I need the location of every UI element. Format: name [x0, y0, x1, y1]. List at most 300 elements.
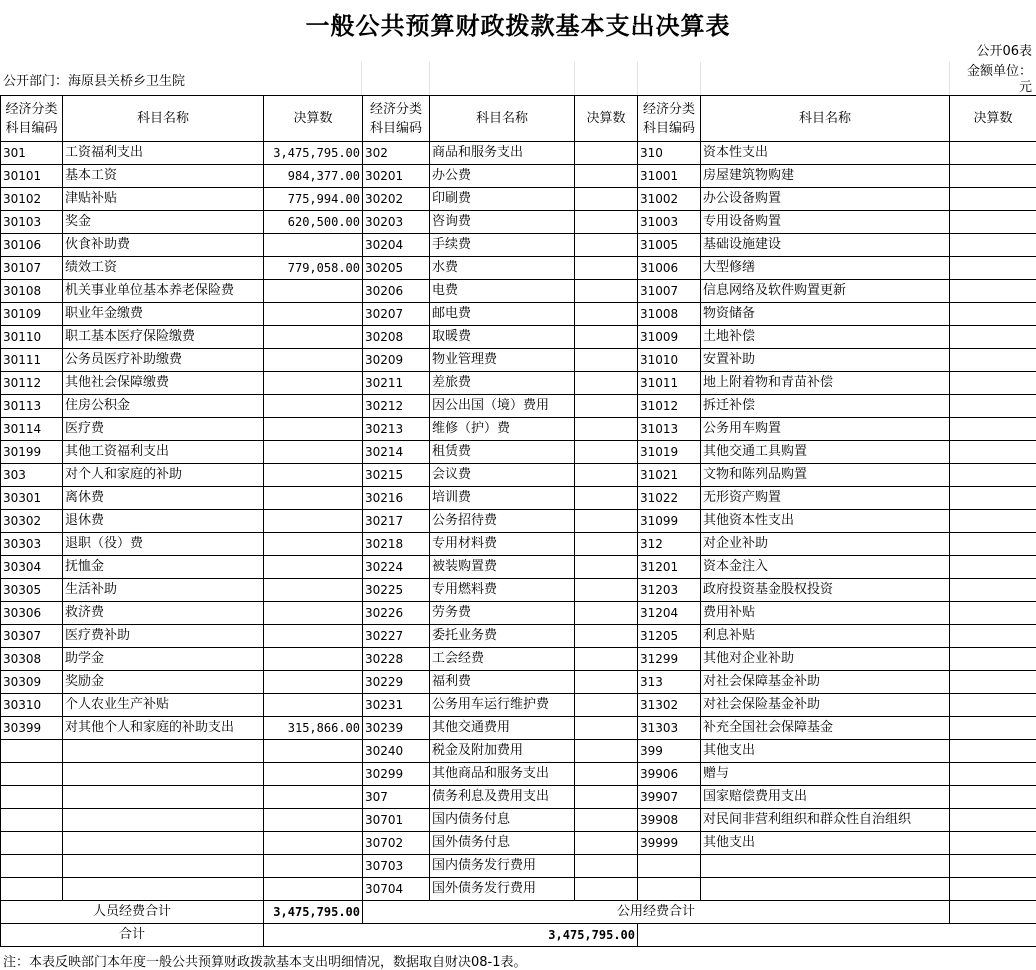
amount-unit	[967, 64, 1032, 96]
amount-cell	[950, 832, 1036, 855]
name-cell	[63, 786, 264, 809]
amount-cell	[575, 717, 638, 740]
code-cell: 30199	[1, 441, 63, 464]
amount-unit-value: 元	[1018, 80, 1032, 95]
name-cell: 对社会保险基金补助	[701, 694, 950, 717]
personnel-total-row	[1, 901, 1036, 924]
personnel-total-label: 人员经费合计	[1, 901, 264, 924]
code-cell: 30302	[1, 510, 63, 533]
name-cell: 国内债务付息	[430, 809, 575, 832]
amount-cell	[264, 441, 363, 464]
code-cell: 31021	[638, 464, 701, 487]
amount-cell	[575, 763, 638, 786]
code-cell: 31099	[638, 510, 701, 533]
code-cell: 31013	[638, 418, 701, 441]
amount-cell	[950, 671, 1036, 694]
name-cell: 无形资产购置	[701, 487, 950, 510]
code-cell	[1, 740, 63, 763]
amount-cell	[950, 441, 1036, 464]
amount-cell	[950, 165, 1036, 188]
name-cell: 安置补助	[701, 349, 950, 372]
code-cell: 30218	[363, 533, 430, 556]
gridline	[361, 62, 362, 95]
table-row	[1, 418, 1036, 441]
amount-cell	[264, 855, 363, 878]
code-cell: 30204	[363, 234, 430, 257]
amount-cell	[575, 142, 638, 165]
gridline	[574, 62, 575, 95]
amount-cell	[950, 602, 1036, 625]
table-row	[1, 303, 1036, 326]
name-cell: 公务用车运行维护费	[430, 694, 575, 717]
code-cell: 30225	[363, 579, 430, 602]
amount-cell	[264, 533, 363, 556]
name-cell: 津贴补贴	[63, 188, 264, 211]
amount-cell	[264, 487, 363, 510]
header-code: 经济分类科目编码	[638, 96, 701, 142]
table-row	[1, 188, 1036, 211]
code-cell: 30399	[1, 717, 63, 740]
name-cell: 信息网络及软件购置更新	[701, 280, 950, 303]
header-amount: 决算数	[264, 96, 363, 142]
name-cell: 商品和服务支出	[430, 142, 575, 165]
code-cell: 30228	[363, 648, 430, 671]
amount-cell	[950, 533, 1036, 556]
name-cell: 住房公积金	[63, 395, 264, 418]
name-cell: 职工基本医疗保险缴费	[63, 326, 264, 349]
name-cell: 退休费	[63, 510, 264, 533]
grand-total-row	[1, 924, 1036, 947]
name-cell: 对其他个人和家庭的补助支出	[63, 717, 264, 740]
amount-cell	[264, 280, 363, 303]
code-cell: 30304	[1, 556, 63, 579]
code-cell: 30103	[1, 211, 63, 234]
name-cell: 印刷费	[430, 188, 575, 211]
amount-cell	[950, 740, 1036, 763]
amount-cell	[575, 694, 638, 717]
header-name: 科目名称	[430, 96, 575, 142]
code-cell: 310	[638, 142, 701, 165]
name-cell: 绩效工资	[63, 257, 264, 280]
name-cell: 其他对企业补助	[701, 648, 950, 671]
name-cell: 因公出国（境）费用	[430, 395, 575, 418]
amount-unit-label: 金额单位：	[966, 64, 1032, 79]
amount-cell	[575, 602, 638, 625]
table-row	[1, 372, 1036, 395]
code-cell: 30107	[1, 257, 63, 280]
code-cell: 30208	[363, 326, 430, 349]
name-cell: 补充全国社会保障基金	[701, 717, 950, 740]
code-cell: 30111	[1, 349, 63, 372]
header-amount: 决算数	[950, 96, 1036, 142]
code-cell	[638, 855, 701, 878]
code-cell	[1, 763, 63, 786]
name-cell: 其他社会保障缴费	[63, 372, 264, 395]
name-cell: 被装购置费	[430, 556, 575, 579]
code-cell: 30703	[363, 855, 430, 878]
name-cell: 水费	[430, 257, 575, 280]
gridline	[637, 62, 638, 95]
table-row	[1, 809, 1036, 832]
code-cell: 30110	[1, 326, 63, 349]
code-cell: 30704	[363, 878, 430, 901]
amount-cell	[950, 372, 1036, 395]
code-cell	[1, 855, 63, 878]
name-cell: 地上附着物和青苗补偿	[701, 372, 950, 395]
code-cell: 30702	[363, 832, 430, 855]
code-cell: 31011	[638, 372, 701, 395]
name-cell: 对个人和家庭的补助	[63, 464, 264, 487]
amount-cell	[264, 625, 363, 648]
amount-cell	[264, 763, 363, 786]
amount-cell	[950, 234, 1036, 257]
table-row	[1, 855, 1036, 878]
amount-cell	[575, 395, 638, 418]
name-cell: 生活补助	[63, 579, 264, 602]
amount-cell	[264, 579, 363, 602]
amount-cell: 984,377.00	[264, 165, 363, 188]
table-row	[1, 487, 1036, 510]
table-header-row	[1, 96, 1036, 142]
table-row	[1, 441, 1036, 464]
amount-cell	[575, 671, 638, 694]
grand-total-label: 合计	[1, 924, 264, 947]
amount-cell	[575, 372, 638, 395]
code-cell: 30102	[1, 188, 63, 211]
code-cell: 31203	[638, 579, 701, 602]
name-cell: 奖励金	[63, 671, 264, 694]
code-cell: 39906	[638, 763, 701, 786]
amount-cell	[264, 372, 363, 395]
grand-total-value: 3,475,795.00	[264, 924, 638, 947]
amount-cell	[950, 556, 1036, 579]
amount-cell	[950, 878, 1036, 901]
code-cell: 30299	[363, 763, 430, 786]
amount-cell	[950, 763, 1036, 786]
amount-cell	[575, 280, 638, 303]
name-cell: 费用补贴	[701, 602, 950, 625]
amount-cell	[575, 510, 638, 533]
name-cell: 专用燃料费	[430, 579, 575, 602]
code-cell: 30309	[1, 671, 63, 694]
amount-cell	[575, 878, 638, 901]
name-cell: 抚恤金	[63, 556, 264, 579]
code-cell: 31005	[638, 234, 701, 257]
code-cell	[1, 832, 63, 855]
code-cell: 30203	[363, 211, 430, 234]
code-cell: 30212	[363, 395, 430, 418]
name-cell: 办公设备购置	[701, 188, 950, 211]
amount-cell	[264, 786, 363, 809]
amount-cell	[264, 395, 363, 418]
amount-cell	[575, 625, 638, 648]
name-cell: 福利费	[430, 671, 575, 694]
name-cell: 其他工资福利支出	[63, 441, 264, 464]
code-cell: 30209	[363, 349, 430, 372]
name-cell: 大型修缮	[701, 257, 950, 280]
amount-cell	[264, 464, 363, 487]
footnote: 注：本表反映部门本年度一般公共预算财政拨款基本支出明细情况，数据取自财决08-1表。	[3, 955, 527, 970]
code-cell: 307	[363, 786, 430, 809]
amount-cell	[575, 855, 638, 878]
table-row	[1, 533, 1036, 556]
code-cell: 30206	[363, 280, 430, 303]
code-cell: 30202	[363, 188, 430, 211]
amount-cell	[575, 211, 638, 234]
table-body	[1, 142, 1036, 901]
code-cell: 31009	[638, 326, 701, 349]
table-row	[1, 326, 1036, 349]
code-cell: 31012	[638, 395, 701, 418]
code-cell: 30301	[1, 487, 63, 510]
header-code: 经济分类科目编码	[1, 96, 63, 142]
amount-cell	[950, 717, 1036, 740]
name-cell: 利息补贴	[701, 625, 950, 648]
name-cell: 债务利息及费用支出	[430, 786, 575, 809]
name-cell: 其他支出	[701, 832, 950, 855]
amount-cell	[575, 740, 638, 763]
name-cell: 对企业补助	[701, 533, 950, 556]
personnel-total-value: 3,475,795.00	[264, 901, 363, 924]
name-cell: 取暖费	[430, 326, 575, 349]
table-row	[1, 717, 1036, 740]
amount-cell	[950, 349, 1036, 372]
code-cell: 30201	[363, 165, 430, 188]
amount-cell	[950, 855, 1036, 878]
amount-cell	[950, 464, 1036, 487]
code-cell: 30108	[1, 280, 63, 303]
amount-cell	[575, 165, 638, 188]
name-cell	[63, 855, 264, 878]
name-cell: 国内债务发行费用	[430, 855, 575, 878]
table-row	[1, 234, 1036, 257]
code-cell: 30229	[363, 671, 430, 694]
code-cell: 30109	[1, 303, 63, 326]
name-cell: 公务用车购置	[701, 418, 950, 441]
amount-cell	[575, 188, 638, 211]
amount-cell	[575, 464, 638, 487]
amount-cell	[264, 694, 363, 717]
code-cell: 30307	[1, 625, 63, 648]
code-cell: 30240	[363, 740, 430, 763]
code-cell: 302	[363, 142, 430, 165]
code-cell: 30211	[363, 372, 430, 395]
code-cell: 30306	[1, 602, 63, 625]
amount-cell	[950, 487, 1036, 510]
table-row	[1, 648, 1036, 671]
public-total-label: 公用经费合计	[363, 901, 950, 924]
public-total-value	[950, 901, 1036, 924]
amount-cell	[950, 510, 1036, 533]
name-cell: 赠与	[701, 763, 950, 786]
amount-cell	[575, 234, 638, 257]
code-cell: 31006	[638, 257, 701, 280]
amount-cell: 775,994.00	[264, 188, 363, 211]
header-amount: 决算数	[575, 96, 638, 142]
name-cell: 其他交通工具购置	[701, 441, 950, 464]
code-cell: 30214	[363, 441, 430, 464]
name-cell: 其他交通费用	[430, 717, 575, 740]
table-row	[1, 878, 1036, 901]
amount-cell	[264, 303, 363, 326]
amount-cell: 315,866.00	[264, 717, 363, 740]
name-cell: 政府投资基金股权投资	[701, 579, 950, 602]
name-cell: 委托业务费	[430, 625, 575, 648]
code-cell: 31302	[638, 694, 701, 717]
name-cell	[63, 763, 264, 786]
amount-cell: 779,058.00	[264, 257, 363, 280]
amount-cell	[264, 234, 363, 257]
amount-cell	[264, 671, 363, 694]
name-cell: 离休费	[63, 487, 264, 510]
page-title: 一般公共预算财政拨款基本支出决算表	[305, 11, 731, 40]
code-cell: 30224	[363, 556, 430, 579]
code-cell	[1, 786, 63, 809]
name-cell	[701, 878, 950, 901]
name-cell	[63, 809, 264, 832]
amount-cell	[575, 556, 638, 579]
gridline	[429, 62, 430, 95]
code-cell: 31299	[638, 648, 701, 671]
amount-cell	[950, 625, 1036, 648]
code-cell: 303	[1, 464, 63, 487]
code-cell: 30303	[1, 533, 63, 556]
code-cell: 30216	[363, 487, 430, 510]
name-cell: 办公费	[430, 165, 575, 188]
code-cell: 39999	[638, 832, 701, 855]
amount-cell	[575, 441, 638, 464]
name-cell: 个人农业生产补贴	[63, 694, 264, 717]
name-cell: 土地补偿	[701, 326, 950, 349]
name-cell: 电费	[430, 280, 575, 303]
amount-cell	[950, 326, 1036, 349]
table-row	[1, 464, 1036, 487]
amount-cell	[575, 257, 638, 280]
code-cell: 301	[1, 142, 63, 165]
name-cell	[63, 878, 264, 901]
code-cell: 31002	[638, 188, 701, 211]
amount-cell	[264, 326, 363, 349]
code-cell: 30308	[1, 648, 63, 671]
name-cell: 其他资本性支出	[701, 510, 950, 533]
name-cell: 物资储备	[701, 303, 950, 326]
code-cell: 312	[638, 533, 701, 556]
code-cell: 31010	[638, 349, 701, 372]
code-cell: 399	[638, 740, 701, 763]
name-cell: 文物和陈列品购置	[701, 464, 950, 487]
name-cell: 职业年金缴费	[63, 303, 264, 326]
code-cell: 31204	[638, 602, 701, 625]
gridline	[949, 62, 950, 95]
code-cell: 30101	[1, 165, 63, 188]
name-cell: 差旅费	[430, 372, 575, 395]
code-cell: 39907	[638, 786, 701, 809]
code-cell: 31205	[638, 625, 701, 648]
amount-cell	[575, 303, 638, 326]
code-cell: 30114	[1, 418, 63, 441]
amount-cell	[264, 602, 363, 625]
header-name: 科目名称	[701, 96, 950, 142]
table-row	[1, 257, 1036, 280]
name-cell: 房屋建筑物购建	[701, 165, 950, 188]
name-cell: 咨询费	[430, 211, 575, 234]
amount-cell	[264, 832, 363, 855]
amount-cell	[950, 786, 1036, 809]
amount-cell	[950, 142, 1036, 165]
table-row	[1, 211, 1036, 234]
code-cell	[1, 878, 63, 901]
name-cell: 税金及附加费用	[430, 740, 575, 763]
name-cell: 资本金注入	[701, 556, 950, 579]
amount-cell	[950, 188, 1036, 211]
amount-cell	[264, 418, 363, 441]
amount-cell	[950, 303, 1036, 326]
expenditure-table	[0, 95, 1036, 947]
amount-cell	[575, 809, 638, 832]
code-cell: 31019	[638, 441, 701, 464]
name-cell: 邮电费	[430, 303, 575, 326]
name-cell: 奖金	[63, 211, 264, 234]
table-row	[1, 579, 1036, 602]
name-cell: 公务员医疗补助缴费	[63, 349, 264, 372]
amount-cell	[575, 326, 638, 349]
name-cell: 其他支出	[701, 740, 950, 763]
code-cell: 30112	[1, 372, 63, 395]
name-cell: 专用设备购置	[701, 211, 950, 234]
name-cell: 国外债务发行费用	[430, 878, 575, 901]
name-cell: 医疗费补助	[63, 625, 264, 648]
code-cell: 31008	[638, 303, 701, 326]
code-cell: 31303	[638, 717, 701, 740]
code-cell: 39908	[638, 809, 701, 832]
gridline	[700, 62, 701, 95]
table-row	[1, 165, 1036, 188]
amount-cell	[264, 740, 363, 763]
code-cell: 30239	[363, 717, 430, 740]
amount-cell	[264, 878, 363, 901]
code-cell: 30310	[1, 694, 63, 717]
code-cell: 30213	[363, 418, 430, 441]
table-row	[1, 142, 1036, 165]
name-cell: 租赁费	[430, 441, 575, 464]
amount-cell: 620,500.00	[264, 211, 363, 234]
code-cell: 30113	[1, 395, 63, 418]
code-cell	[638, 878, 701, 901]
table-row	[1, 786, 1036, 809]
amount-cell	[575, 648, 638, 671]
code-cell: 30207	[363, 303, 430, 326]
name-cell: 对社会保障基金补助	[701, 671, 950, 694]
name-cell: 国外债务付息	[430, 832, 575, 855]
code-cell: 31201	[638, 556, 701, 579]
table-row	[1, 510, 1036, 533]
name-cell	[63, 832, 264, 855]
name-cell: 助学金	[63, 648, 264, 671]
amount-cell	[575, 487, 638, 510]
amount-cell	[950, 694, 1036, 717]
code-cell: 30205	[363, 257, 430, 280]
name-cell: 伙食补助费	[63, 234, 264, 257]
name-cell: 基础设施建设	[701, 234, 950, 257]
code-cell: 30106	[1, 234, 63, 257]
table-row	[1, 602, 1036, 625]
table-row	[1, 740, 1036, 763]
name-cell: 医疗费	[63, 418, 264, 441]
code-cell: 30217	[363, 510, 430, 533]
amount-cell	[950, 280, 1036, 303]
amount-cell	[950, 257, 1036, 280]
amount-cell	[264, 556, 363, 579]
